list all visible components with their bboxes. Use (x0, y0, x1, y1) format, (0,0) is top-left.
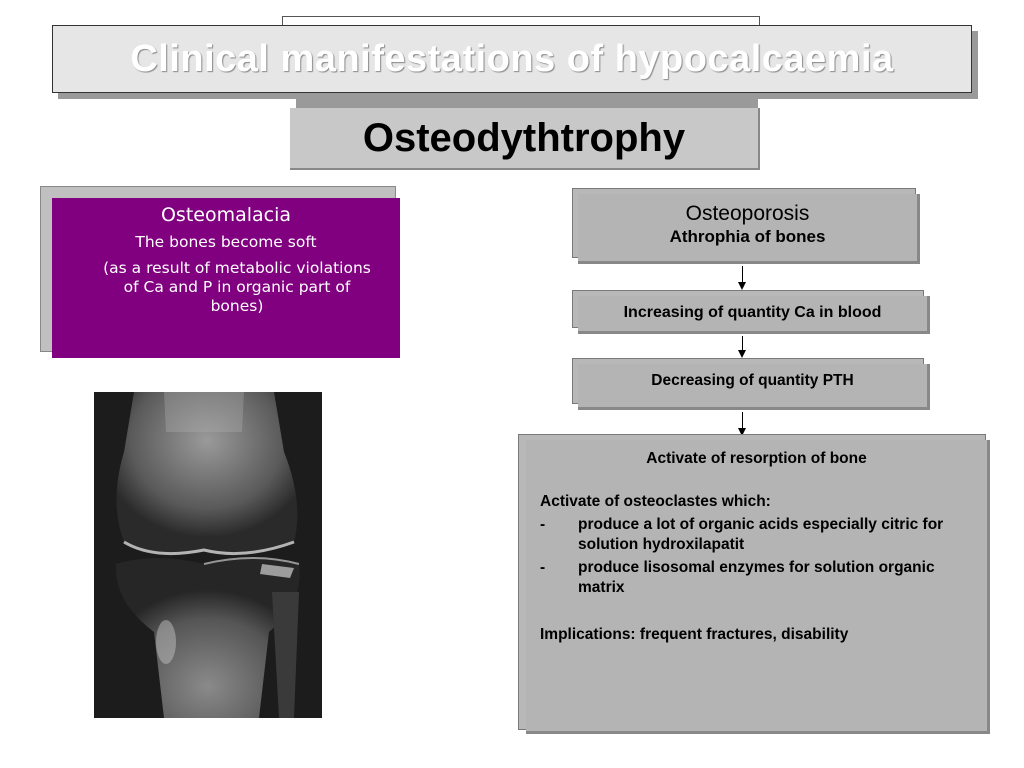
bullet-marker-2: - (540, 559, 546, 577)
subtitle-back-frame (296, 96, 758, 108)
activate-heading: Activate of resorption of bone (646, 450, 867, 467)
osteomalacia-title: Osteomalacia (160, 204, 292, 226)
bullet-item-1 (540, 515, 973, 554)
xray-illustration (94, 392, 322, 718)
arrow-2-icon (738, 350, 746, 358)
subtitle-box (290, 108, 760, 170)
bullet-marker-1: - (540, 516, 546, 534)
arrow-2-line (742, 336, 743, 350)
osteomalacia-line2: (as a result of metabolic violations of Ca and P in organic part of bones) (103, 259, 371, 315)
bullet-text-1: produce a lot of organic acids especially citric for solution hydroxilapatit (578, 516, 944, 553)
arrow-3-line (742, 412, 743, 428)
implications-text: Implications: frequent fractures, disability (540, 625, 849, 643)
title-banner (52, 25, 972, 93)
slide-title: Clinical manifestations of hypocalcaemia (130, 37, 894, 80)
knee-xray-image (94, 392, 322, 718)
step2-box (578, 364, 930, 410)
activate-intro: Activate of osteoclastes which: (540, 493, 771, 510)
step1-text: Increasing of quantity Ca in blood (623, 304, 882, 321)
bullet-text-2: produce lisosomal enzymes for solution organic matrix (578, 559, 935, 596)
osteomalacia-line1: The bones become soft (135, 232, 317, 251)
arrow-1-line (742, 266, 743, 282)
bullet-item-2 (540, 558, 973, 597)
step1-box (578, 296, 930, 334)
subtitle: Osteodythtrophy (362, 115, 686, 160)
osteoporosis-subtitle: Athrophia of bones (669, 227, 826, 247)
arrow-1-icon (738, 282, 746, 290)
osteoporosis-box (578, 194, 920, 264)
osteomalacia-box (52, 198, 400, 358)
activate-box (526, 440, 990, 734)
osteoporosis-title: Osteoporosis (685, 202, 810, 225)
step2-text: Decreasing of quantity PTH (651, 372, 854, 389)
